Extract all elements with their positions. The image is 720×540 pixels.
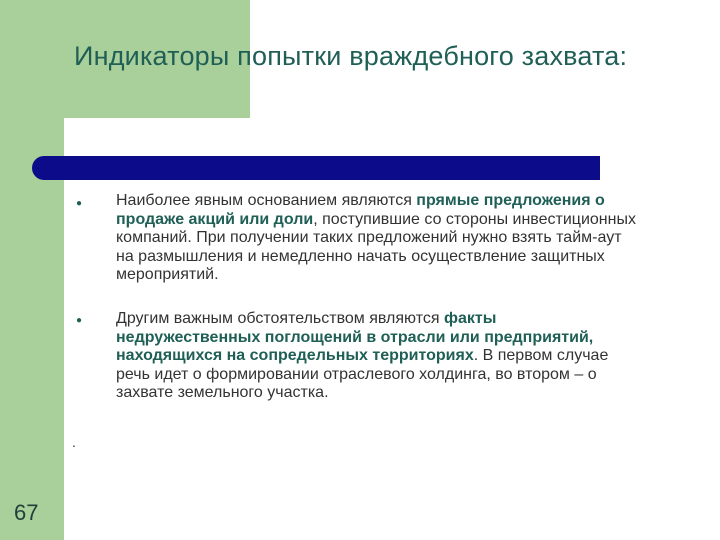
bullet-2-text: Другим важным обстоятельством являются bbox=[116, 310, 444, 327]
bullet-2-emphasis: факты недружественных поглощений в отрасли или предприятий, находящихся на сопредельных территориях bbox=[116, 310, 594, 365]
stray-period: . bbox=[72, 434, 76, 450]
left-accent-band bbox=[0, 0, 64, 540]
bullet-dot-icon: ● bbox=[76, 198, 83, 209]
bullet-1-text: Наиболее явным основанием являются bbox=[116, 192, 417, 209]
bullet-2-text-end: . В первом случае речь идет о формировании отраслевого холдинга, во втором – о захвате земельного участка. bbox=[116, 347, 609, 402]
bullet-dot-icon: ● bbox=[76, 315, 83, 326]
title-divider-bar bbox=[32, 156, 600, 180]
bullet-item-2 bbox=[116, 310, 636, 403]
slide-title: Индикаторы попытки враждебного захвата: bbox=[74, 41, 628, 71]
page-number: 67 bbox=[14, 500, 39, 525]
bullet-1-text-end: , поступившие со стороны инвестиционных компаний. При получении таких предложений нужно взять тайм-аут на размышления и немедленно начать осуществление защитных мероприятий. bbox=[116, 210, 636, 284]
bullet-item-1 bbox=[116, 192, 636, 285]
bullet-1-emphasis: прямые предложения о продаже акций или доли bbox=[116, 192, 605, 228]
